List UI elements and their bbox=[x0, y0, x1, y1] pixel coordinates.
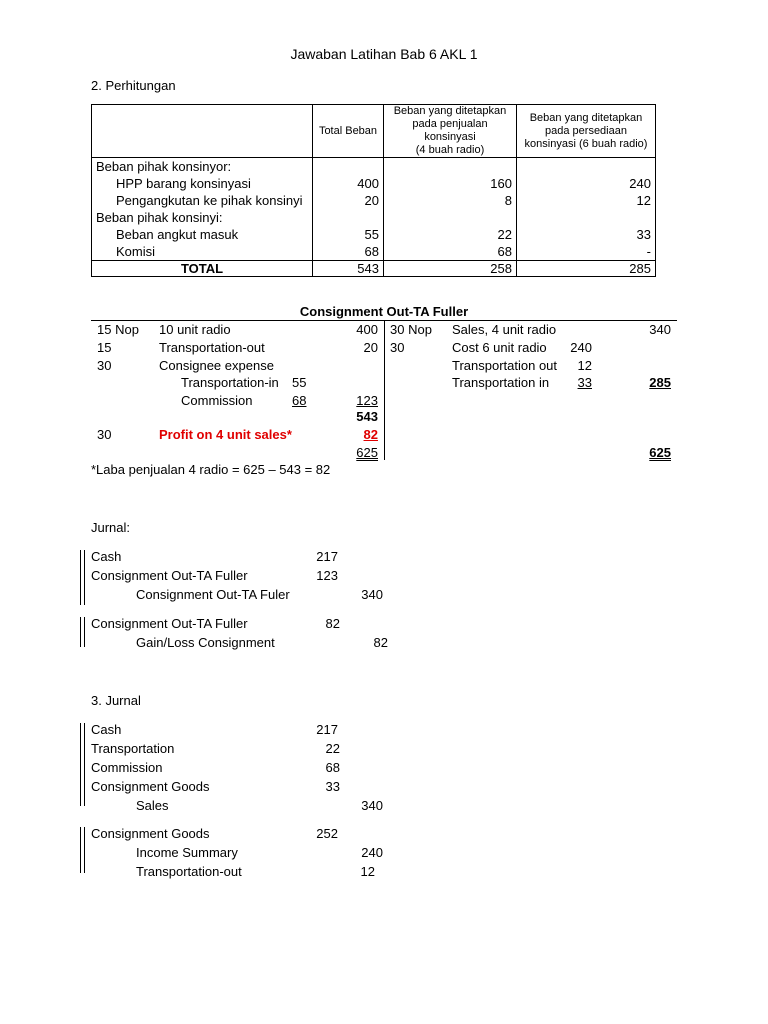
journal-account: Cash bbox=[91, 549, 122, 564]
ledger-date: 30 bbox=[97, 358, 112, 373]
ledger-subamount: 33 bbox=[577, 375, 592, 390]
cell-value bbox=[521, 158, 651, 175]
header-line: (4 buah radio) bbox=[415, 144, 485, 156]
header-line: Total Beban bbox=[318, 124, 378, 137]
header-line: pada penjualan konsinyasi bbox=[412, 118, 488, 143]
ledger-amount: 340 bbox=[649, 322, 671, 337]
section-2-heading: 2. Perhitungan bbox=[91, 78, 176, 93]
journal-credit: 240 bbox=[361, 845, 383, 860]
journal-account: Consignment Out-TA Fuller bbox=[91, 616, 248, 631]
cell-value: - bbox=[646, 244, 651, 259]
cell-value: 20 bbox=[364, 193, 379, 208]
table-total-row bbox=[92, 261, 656, 277]
journal-bracket bbox=[80, 827, 85, 873]
cell-value bbox=[388, 158, 512, 175]
journal-account: Sales bbox=[136, 798, 169, 813]
journal-bracket bbox=[80, 550, 85, 605]
journal-account: Consignment Out-TA Fuller bbox=[91, 568, 248, 583]
total-value: 258 bbox=[384, 261, 517, 277]
table-header-row bbox=[92, 105, 656, 158]
sold-column bbox=[384, 158, 517, 261]
row-label: Beban pihak konsinyi: bbox=[96, 210, 223, 225]
ledger-amount: 400 bbox=[356, 322, 378, 337]
journal-debit: 123 bbox=[316, 568, 338, 583]
cell-value: 55 bbox=[364, 227, 379, 242]
ledger-amount: 543 bbox=[356, 409, 378, 424]
journal-bracket bbox=[80, 617, 85, 647]
journal-debit: 217 bbox=[316, 722, 338, 737]
journal-debit: 22 bbox=[325, 741, 340, 756]
table-body-row bbox=[92, 158, 656, 261]
cell-value: 12 bbox=[636, 193, 651, 208]
row-label: Beban angkut masuk bbox=[116, 227, 239, 242]
section-3-heading: 3. Jurnal bbox=[91, 693, 141, 708]
ledger-desc: Transportation-out bbox=[159, 340, 265, 355]
row-label: Komisi bbox=[116, 244, 156, 259]
journal-bracket bbox=[80, 723, 85, 806]
ledger-desc: Transportation out bbox=[452, 358, 558, 373]
journal-account: Income Summary bbox=[136, 845, 238, 860]
jurnal-heading: Jurnal: bbox=[91, 520, 131, 535]
cell-value bbox=[317, 158, 379, 175]
ledger-left-total: 625 bbox=[356, 445, 378, 460]
ledger-desc: Sales, 4 unit radio bbox=[452, 322, 557, 337]
total-beban-column bbox=[313, 158, 384, 261]
journal-credit: 340 bbox=[361, 798, 383, 813]
cell-value: 22 bbox=[497, 227, 512, 242]
cell-value bbox=[317, 209, 379, 226]
journal-account: Gain/Loss Consignment bbox=[136, 635, 275, 650]
header-line: Beban yang ditetapkan bbox=[393, 105, 507, 117]
ledger-amount: 285 bbox=[649, 375, 671, 390]
journal-debit: 82 bbox=[325, 616, 340, 631]
journal-credit: 340 bbox=[361, 587, 383, 602]
journal-credit: 82 bbox=[373, 635, 388, 650]
total-label: TOTAL bbox=[92, 261, 313, 277]
inventory-column bbox=[517, 158, 656, 261]
journal-account: Consignment Goods bbox=[91, 779, 210, 794]
cell-value: 400 bbox=[357, 176, 379, 191]
ledger-subamount: 55 bbox=[292, 375, 307, 390]
ledger-footnote: *Laba penjualan 4 radio = 625 – 543 = 82 bbox=[91, 462, 331, 477]
ledger-profit-label: Profit on 4 unit sales* bbox=[159, 427, 292, 442]
header-line: konsinyasi (6 buah radio) bbox=[524, 137, 648, 150]
cell-value: 8 bbox=[504, 193, 512, 208]
cell-value: 68 bbox=[497, 244, 512, 259]
journal-debit: 33 bbox=[325, 779, 340, 794]
header-line: pada persediaan bbox=[545, 124, 627, 137]
journal-account: Transportation bbox=[91, 741, 175, 756]
ledger-profit-amount: 82 bbox=[363, 427, 378, 442]
ledger-date: 30 bbox=[390, 340, 405, 355]
ledger-right-total: 625 bbox=[649, 445, 671, 460]
table-header-inventory bbox=[517, 105, 656, 158]
cell-value: 160 bbox=[490, 176, 512, 191]
ledger-date: 15 Nop bbox=[97, 322, 139, 337]
cell-value: 33 bbox=[636, 227, 651, 242]
ledger-desc: 10 unit radio bbox=[159, 322, 231, 337]
ledger-subamount: 12 bbox=[577, 358, 592, 373]
journal-account: Consignment Out-TA Fuler bbox=[136, 587, 290, 602]
journal-debit: 217 bbox=[316, 549, 338, 564]
journal-account: Transportation-out bbox=[136, 864, 242, 879]
ledger-subamount: 68 bbox=[292, 393, 307, 408]
ledger-date: 30 Nop bbox=[390, 322, 432, 337]
table-header-sold bbox=[384, 105, 517, 158]
cell-value bbox=[388, 209, 512, 226]
ledger-date: 30 bbox=[97, 427, 112, 442]
ledger-date: 15 bbox=[97, 340, 112, 355]
ledger-desc: Transportation in bbox=[452, 375, 550, 390]
ledger-amount: 123 bbox=[356, 393, 378, 408]
table-header-total bbox=[313, 105, 384, 158]
cell-value bbox=[521, 209, 651, 226]
ledger-desc: Cost 6 unit radio bbox=[452, 340, 547, 355]
page-title: Jawaban Latihan Bab 6 AKL 1 bbox=[290, 46, 478, 62]
journal-credit: 12 bbox=[360, 864, 375, 879]
cell-value: 68 bbox=[364, 244, 379, 259]
journal-account: Consignment Goods bbox=[91, 826, 210, 841]
ledger-title: Consignment Out-TA Fuller bbox=[299, 304, 469, 319]
total-value: 543 bbox=[313, 261, 384, 277]
cell-value: 240 bbox=[629, 176, 651, 191]
table-header-blank bbox=[92, 105, 313, 158]
journal-debit: 252 bbox=[316, 826, 338, 841]
total-value: 285 bbox=[517, 261, 656, 277]
journal-account: Cash bbox=[91, 722, 122, 737]
ledger-divider bbox=[384, 320, 385, 460]
row-label: Pengangkutan ke pihak konsinyi bbox=[116, 193, 303, 208]
ledger-desc: Consignee expense bbox=[159, 358, 274, 373]
ledger-desc: Transportation-in bbox=[181, 375, 279, 390]
ledger-subamount: 240 bbox=[570, 340, 592, 355]
journal-debit: 68 bbox=[325, 760, 340, 775]
cost-allocation-table bbox=[91, 104, 656, 277]
ledger-amount: 20 bbox=[363, 340, 378, 355]
row-label: Beban pihak konsinyor: bbox=[96, 159, 232, 174]
journal-account: Commission bbox=[91, 760, 163, 775]
row-label: HPP barang konsinyasi bbox=[116, 176, 251, 191]
ledger-desc: Commission bbox=[181, 393, 253, 408]
row-labels-cell bbox=[92, 158, 313, 261]
header-line: Beban yang ditetapkan bbox=[529, 111, 643, 124]
